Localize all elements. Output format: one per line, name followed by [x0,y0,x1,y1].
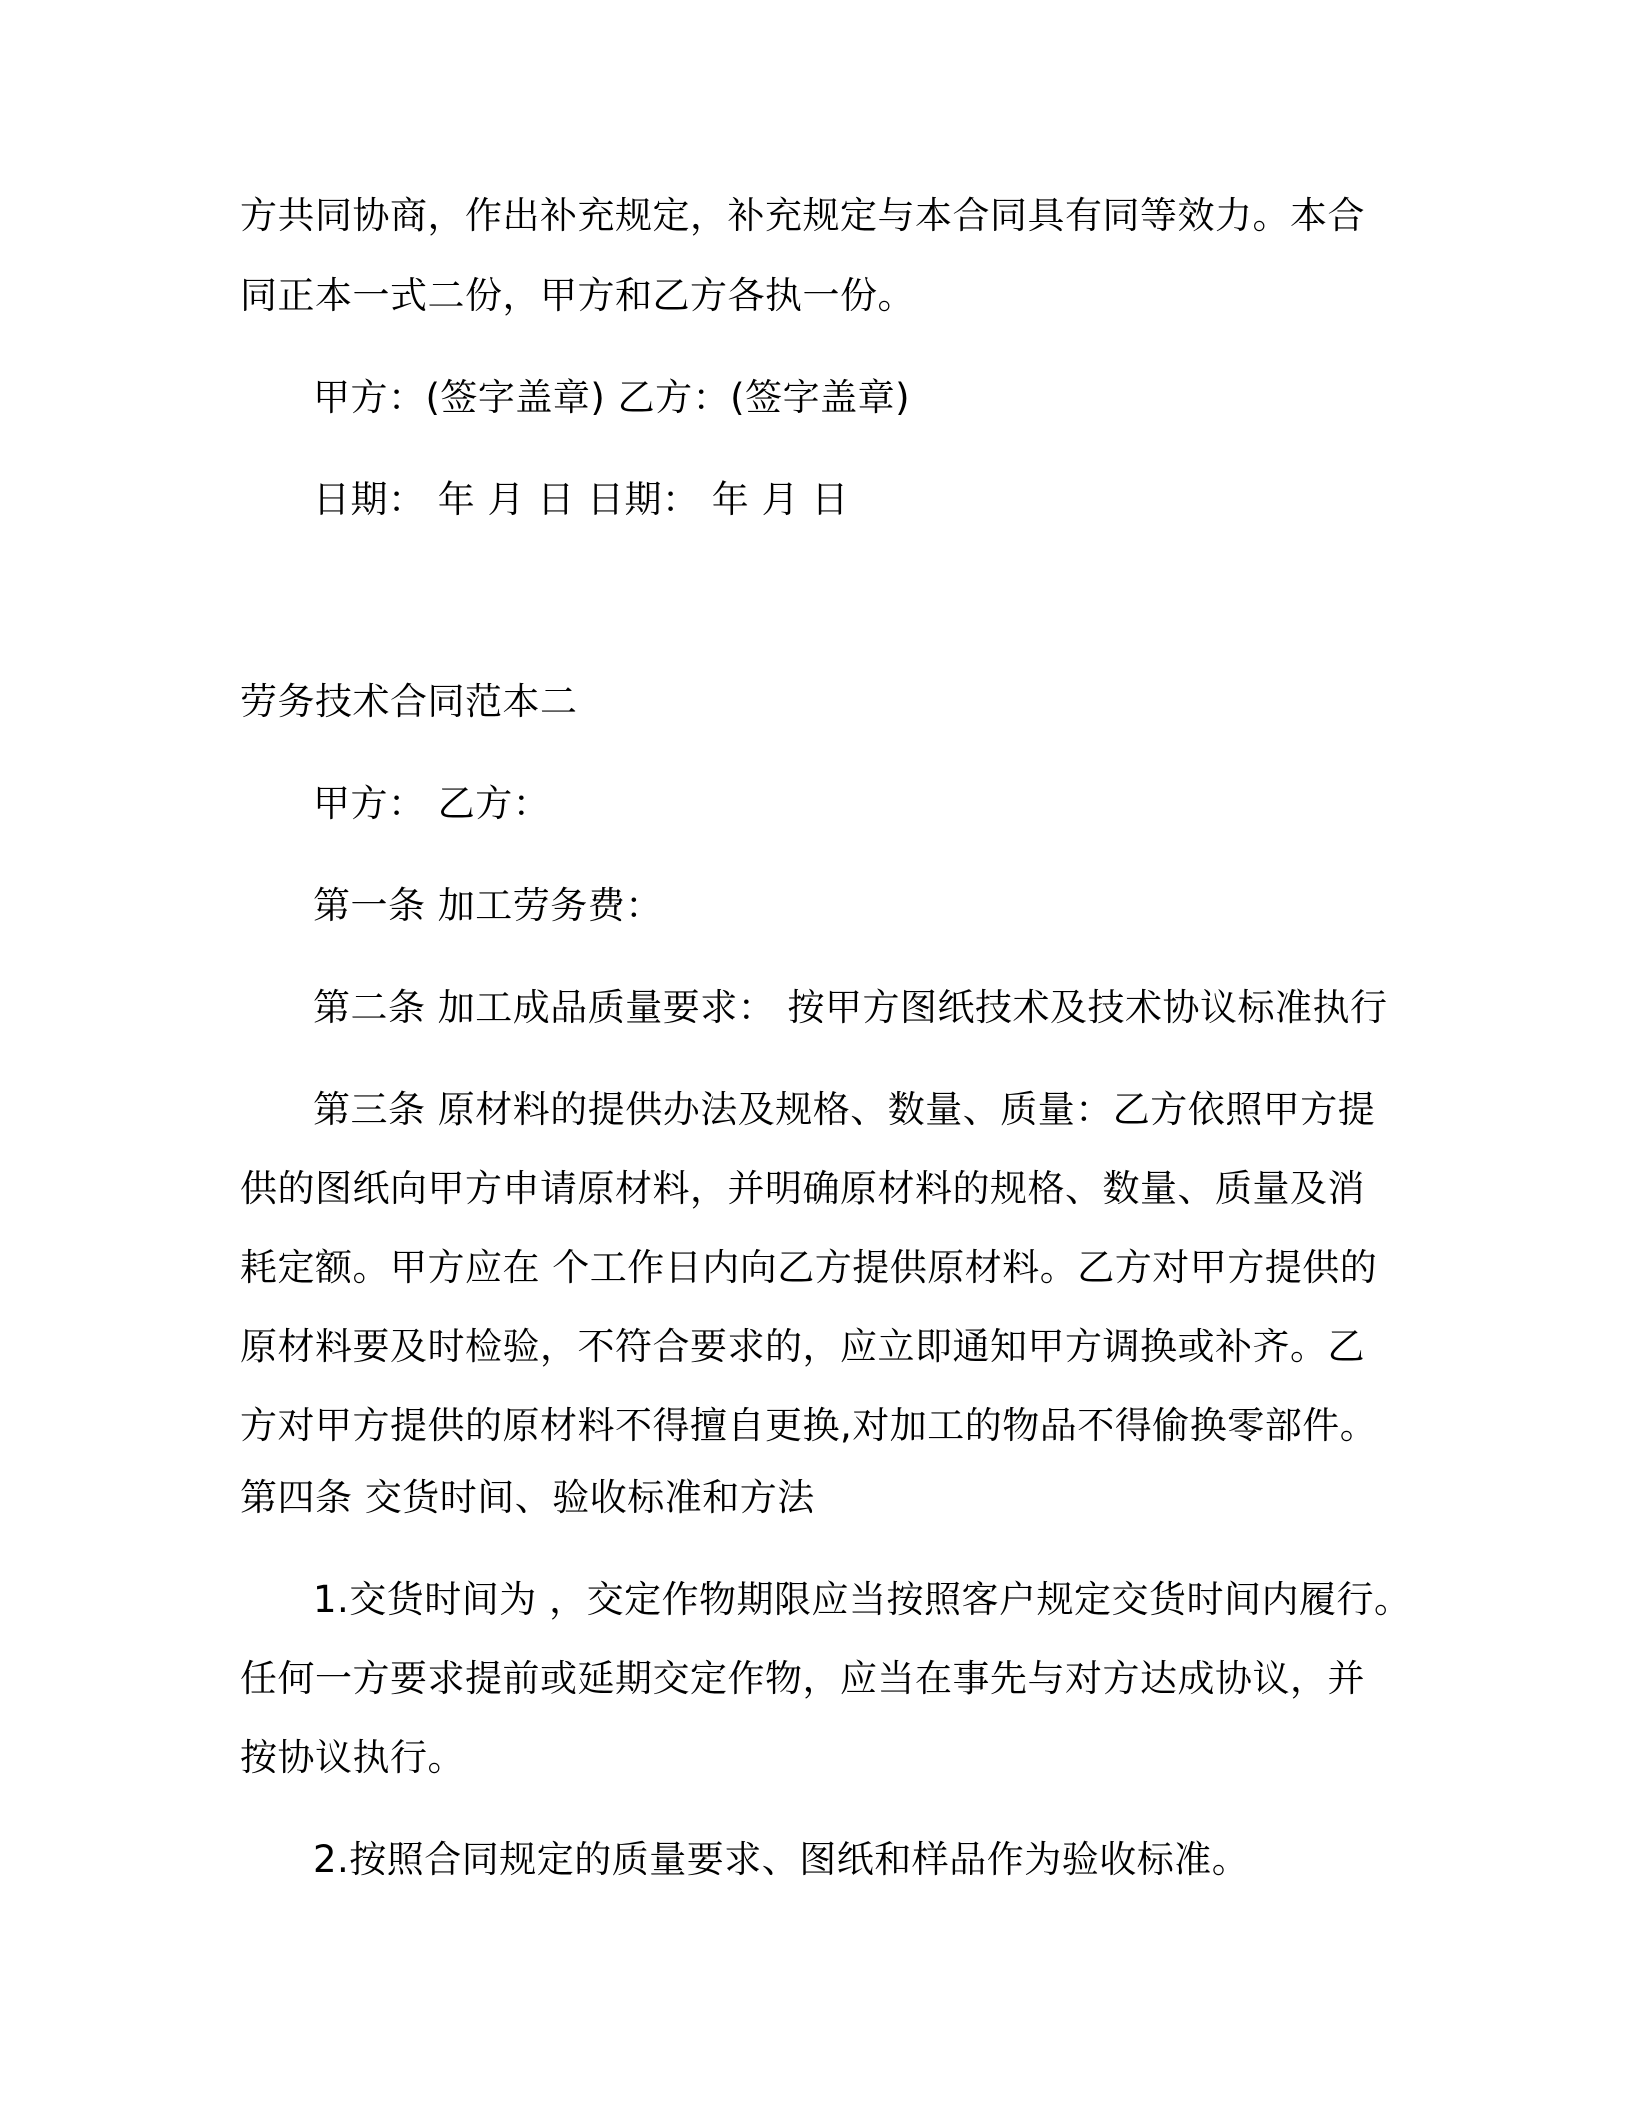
article-3-line: 方对甲方提供的原材料不得擅自更换,对加工的物品不得偷换零部件。 [240,1404,1378,1447]
article-3-line: 耗定额。甲方应在 个工作日内向乙方提供原材料。乙方对甲方提供的 [240,1246,1378,1289]
signature-line: 甲方：(签字盖章) 乙方：(签字盖章) [313,376,911,419]
section-title: 劳务技术合同范本二 [240,680,578,723]
paragraph-line: 方共同协商，作出补充规定，补充规定与本合同具有同等效力。本合 [240,194,1365,237]
date-line: 日期： 年 月 日 日期： 年 月 日 [313,478,849,521]
article-1: 第一条 加工劳务费： [313,884,663,927]
item-1-line: 任何一方要求提前或延期交定作物，应当在事先与对方达成协议，并 [240,1657,1365,1700]
article-4: 第四条 交货时间、验收标准和方法 [240,1476,815,1519]
item-1-line: 按协议执行。 [240,1736,465,1779]
article-3-line: 供的图纸向甲方申请原材料，并明确原材料的规格、数量、质量及消 [240,1167,1365,1210]
article-2: 第二条 加工成品质量要求： 按甲方图纸技术及技术协议标准执行 [313,986,1388,1029]
paragraph-line: 同正本一式二份，甲方和乙方各执一份。 [240,274,915,317]
article-3-line: 原材料要及时检验，不符合要求的，应立即通知甲方调换或补齐。乙 [240,1325,1365,1368]
parties-line: 甲方： 乙方： [313,782,551,825]
item-2: 2.按照合同规定的质量要求、图纸和样品作为验收标准。 [313,1838,1250,1881]
article-3-line: 第三条 原材料的提供办法及规格、数量、质量：乙方依照甲方提 [313,1088,1376,1131]
item-1-line: 1.交货时间为 ，交定作物期限应当按照客户规定交货时间内履行。 [313,1578,1412,1621]
